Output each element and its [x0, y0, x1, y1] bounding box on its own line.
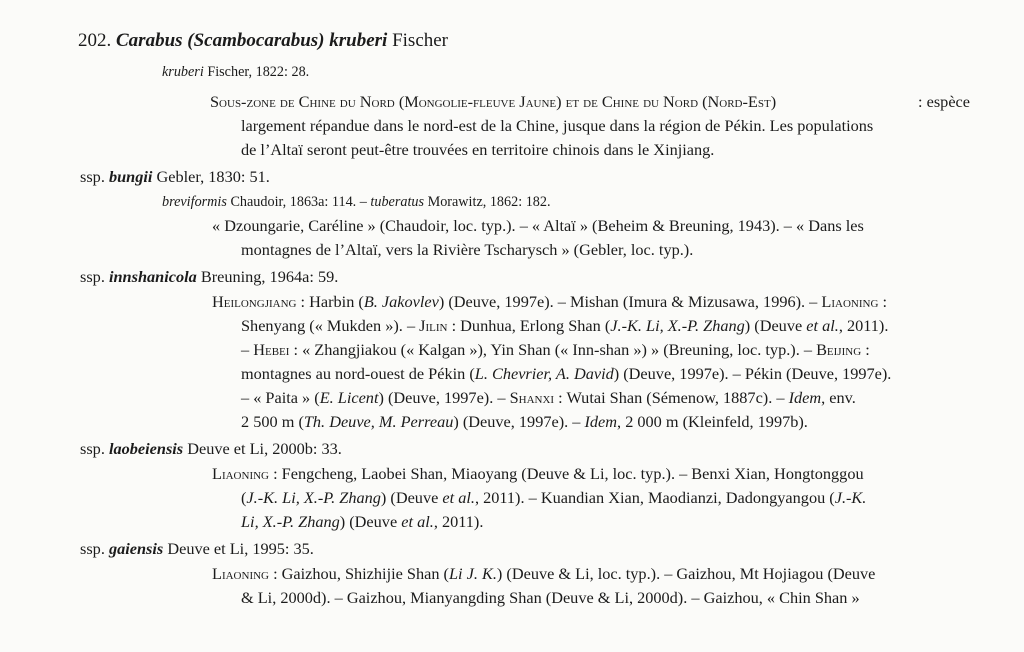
- nominal-citation: [162, 62, 309, 82]
- locality-text: :: [861, 340, 870, 359]
- locality-text: , 2011).: [433, 512, 484, 531]
- subspecies-ref: Breuning, 1964a: 59.: [200, 267, 339, 286]
- locality-text: : Dunhua, Erlong Shan (: [447, 316, 611, 335]
- locality-text: , 2 000 m (Kleinfeld, 1997b).: [617, 412, 808, 431]
- subspecies-gaiensis-heading: [80, 539, 314, 559]
- collector-name: Li J. K.: [448, 564, 497, 583]
- locality-text: – « Paita » (: [241, 388, 320, 407]
- collector-name: J.-K. Li, X.-P. Zhang: [246, 488, 381, 507]
- locality-text: :: [878, 292, 888, 311]
- bungii-localities-line-2: [241, 240, 693, 260]
- province-name: Liaoning: [821, 292, 879, 311]
- locality-text: « Dzoungarie, Caréline » (Chaudoir, loc. typ.). – « Altaï » (Beheim & Breuning, 1943). – « Dans les: [212, 216, 864, 235]
- locality-text: ) (Deuve, 1997e). – Mishan (Imura & Mizusawa, 1996). –: [438, 292, 818, 311]
- subspecies-name: bungii: [108, 167, 153, 186]
- collector-name: Li, X.-P. Zhang: [241, 512, 340, 531]
- innshanicola-line-3: [241, 340, 970, 360]
- synonym-ref: Morawitz, 1862: 182.: [427, 194, 551, 210]
- subspecies-name: innshanicola: [108, 267, 197, 286]
- subspecies-ref: Deuve et Li, 2000b: 33.: [187, 439, 342, 458]
- innshanicola-line-2: [241, 316, 970, 336]
- ssp-prefix: ssp.: [80, 539, 105, 558]
- synonym-name: tuberatus: [370, 194, 425, 210]
- innshanicola-line-4: [241, 364, 970, 384]
- synonym-ref: Chaudoir, 1863a: 114. –: [230, 194, 367, 210]
- locality-text: , env.: [821, 388, 856, 407]
- laobeiensis-line-1: [212, 464, 970, 484]
- species-name: Carabus (Scambocarabus) kruberi: [116, 30, 388, 51]
- locality-text: 2 500 m (: [241, 412, 304, 431]
- province-name: Shanxi: [509, 388, 555, 407]
- province-name: Beijing: [816, 340, 862, 359]
- collector-name: J.-K.: [834, 488, 867, 507]
- bungii-synonyms: [162, 192, 551, 212]
- nominal-distribution-line-3: [241, 140, 714, 160]
- collector-name: L. Chevrier, A. David: [474, 364, 614, 383]
- locality-text: ) (Deuve, 1997e). – Pékin (Deuve, 1997e).: [613, 364, 892, 383]
- locality-text: ) (Deuve, 1997e). –: [453, 412, 581, 431]
- synonym-name: breviformis: [162, 194, 227, 210]
- subspecies-ref: Deuve et Li, 1995: 35.: [167, 539, 314, 558]
- innshanicola-line-5: [241, 388, 970, 408]
- subspecies-innshanicola-heading: [80, 267, 338, 287]
- province-name: Heilongjiang: [212, 292, 297, 311]
- nominal-name: kruberi: [162, 64, 204, 80]
- locality-text: ) (Deuve: [380, 488, 439, 507]
- locality-text: : Fengcheng, Laobei Shan, Miaoyang (Deuve & Li, loc. typ.). – Benxi Xian, Hongtonggou: [269, 464, 864, 483]
- innshanicola-line-6: [241, 412, 808, 432]
- locality-text: ) (Deuve & Li, loc. typ.). – Gaizhou, Mt Hojiagou (Deuve: [496, 564, 876, 583]
- locality-text: : Wutai Shan (Sémenow, 1887c). –: [554, 388, 785, 407]
- locality-text: ) (Deuve: [744, 316, 803, 335]
- nominal-distribution-line-2: [241, 116, 970, 136]
- collector-name: E. Licent: [319, 388, 379, 407]
- bungii-localities-line-1: [212, 216, 970, 236]
- species-heading: [78, 29, 448, 53]
- region-name: Sous-zone de Chine du Nord (Mongolie-fleuve Jaune) et de Chine du Nord (Nord-Est): [210, 92, 777, 111]
- ssp-prefix: ssp.: [80, 167, 105, 186]
- nominal-distribution-line-1: [210, 92, 970, 112]
- locality-text: & Li, 2000d). – Gaizhou, Mianyangding Shan (Deuve & Li, 2000d). – Gaizhou, « Chin Shan »: [241, 588, 860, 607]
- nominal-ref: Fischer, 1822: 28.: [207, 64, 310, 80]
- collector-name: Th. Deuve, M. Perreau: [303, 412, 454, 431]
- distribution-text: largement répandue dans le nord-est de la Chine, jusque dans la région de Pékin. Les populations: [241, 116, 874, 135]
- locality-text: montagnes de l’Altaï, vers la Rivière Tscharysch » (Gebler, loc. typ.).: [241, 240, 694, 259]
- et-al: et al.: [401, 512, 434, 531]
- subspecies-name: gaiensis: [108, 539, 164, 558]
- subspecies-laobeiensis-heading: [80, 439, 342, 459]
- province-name: Liaoning: [212, 464, 269, 483]
- locality-text: montagnes au nord-ouest de Pékin (: [241, 364, 475, 383]
- collector-name: B. Jakovlev: [363, 292, 439, 311]
- region-rest: : espèce: [913, 92, 970, 111]
- laobeiensis-line-2: [241, 488, 970, 508]
- innshanicola-line-1: [212, 292, 970, 312]
- locality-text: : Gaizhou, Shizhijie Shan (: [269, 564, 449, 583]
- province-name: Hebei: [253, 340, 290, 359]
- province-name: Jilin: [419, 316, 448, 335]
- idem: Idem: [584, 412, 618, 431]
- et-al: et al.: [442, 488, 475, 507]
- collector-name: J.-K. Li, X.-P. Zhang: [610, 316, 745, 335]
- species-number: 202.: [78, 30, 112, 51]
- laobeiensis-line-3: [241, 512, 483, 532]
- subspecies-ref: Gebler, 1830: 51.: [156, 167, 270, 186]
- locality-text: Shenyang (« Mukden »). –: [241, 316, 416, 335]
- locality-text: , 2011). – Kuandian Xian, Maodianzi, Dadongyangou (: [474, 488, 835, 507]
- locality-text: : « Zhangjiakou (« Kalgan »), Yin Shan (« Inn-shan ») » (Breuning, loc. typ.). –: [289, 340, 812, 359]
- species-author: Fischer: [392, 30, 449, 51]
- et-al: et al.: [806, 316, 839, 335]
- gaiensis-line-2: [241, 588, 970, 608]
- ssp-prefix: ssp.: [80, 439, 105, 458]
- subspecies-bungii-heading: [80, 167, 270, 187]
- locality-text: ) (Deuve, 1997e). –: [378, 388, 506, 407]
- locality-text: , 2011).: [838, 316, 889, 335]
- locality-text: –: [241, 340, 250, 359]
- locality-text: ) (Deuve: [339, 512, 398, 531]
- locality-text: (: [241, 488, 247, 507]
- idem: Idem: [788, 388, 822, 407]
- subspecies-name: laobeiensis: [108, 439, 184, 458]
- ssp-prefix: ssp.: [80, 267, 105, 286]
- province-name: Liaoning: [212, 564, 269, 583]
- locality-text: : Harbin (: [296, 292, 364, 311]
- gaiensis-line-1: [212, 564, 970, 584]
- distribution-text: de l’Altaï seront peut-être trouvées en territoire chinois dans le Xinjiang.: [241, 140, 715, 159]
